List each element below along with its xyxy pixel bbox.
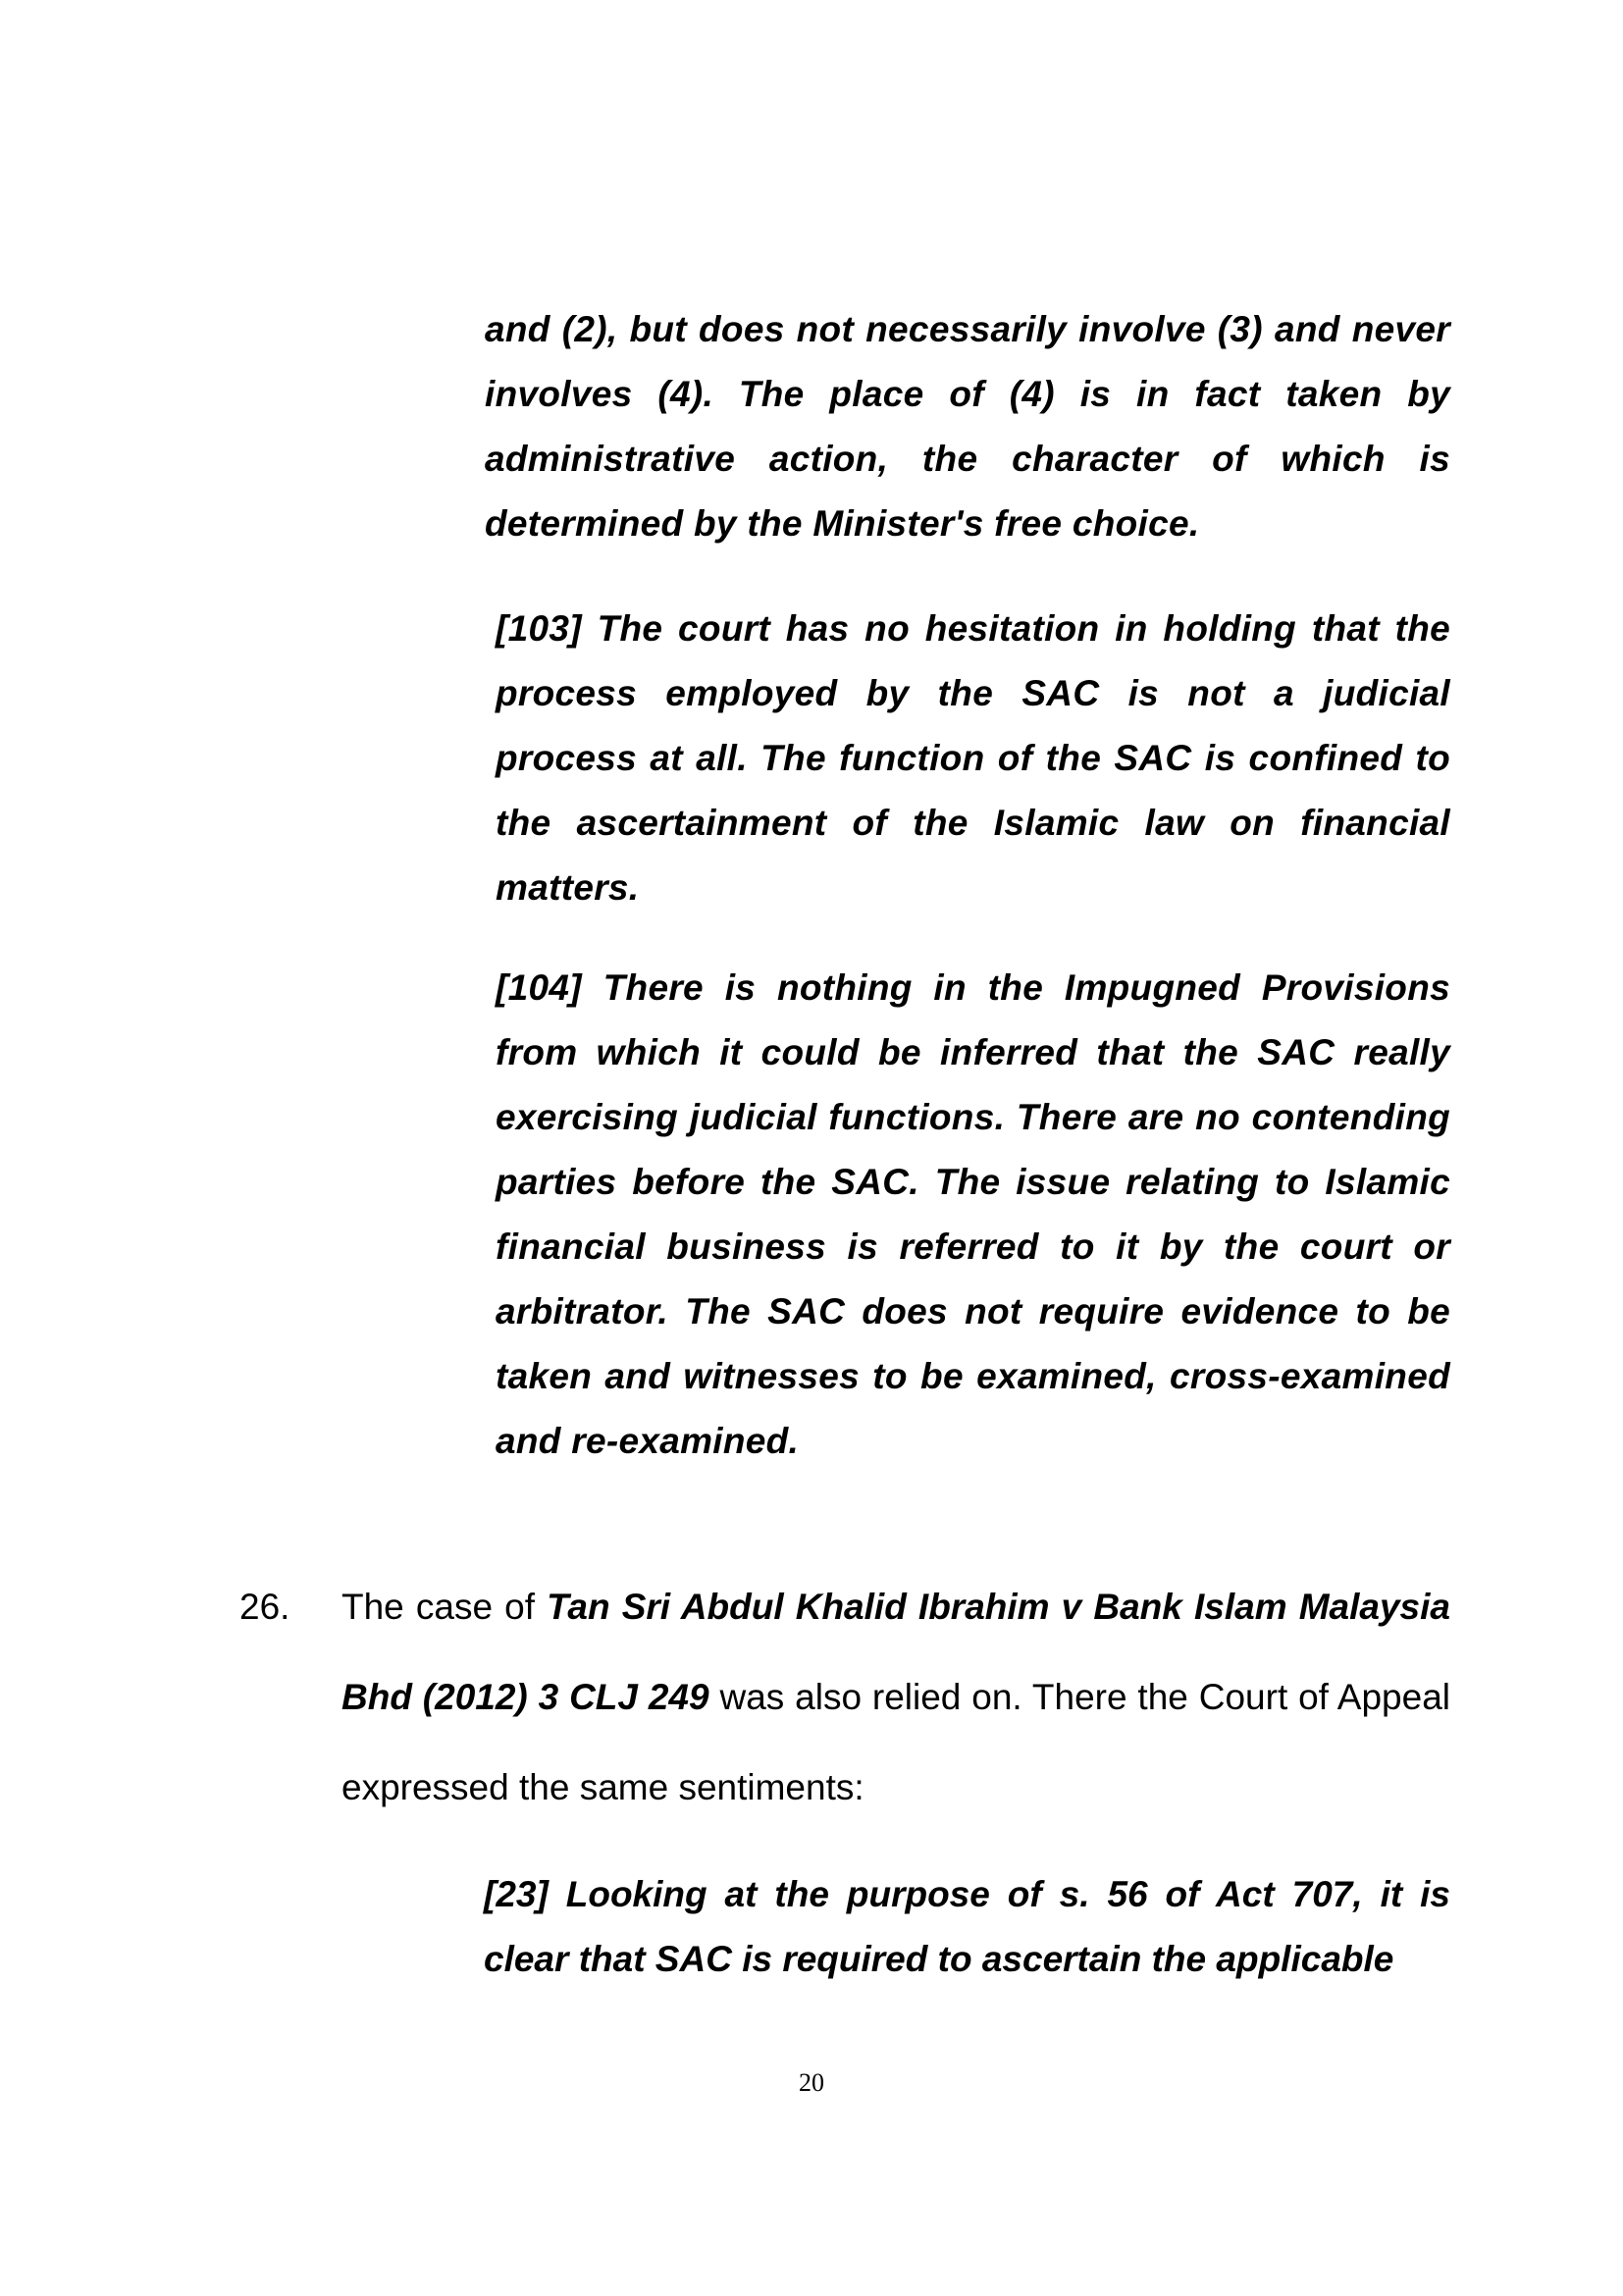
quote-104-text: [104] There is nothing in the Impugned Provisions from which it could be inferred that the SAC really exercising judicial functions. There are no contending parties before the SAC. The issue relating to Islamic financial business is referred to it by the court or arbitrator. The SAC does not require evidence to be taken and witnesses to be examined, cross-examined and re-examined. bbox=[496, 967, 1450, 1461]
quote-paragraph-23 bbox=[484, 1862, 1450, 1992]
paragraph-26-text-before: The case of bbox=[341, 1587, 548, 1627]
paragraph-26-text-after: was also relied on. There the Court of Appeal expressed the same sentiments: bbox=[341, 1677, 1450, 1807]
paragraph-number: 26. bbox=[239, 1587, 290, 1627]
quote-continuation-text: and (2), but does not necessarily involve (3) and never involves (4). The place of (4) is in fact taken by administrative action, the character of which is determined by the Minister's free choice. bbox=[485, 309, 1450, 544]
quote-paragraph-103 bbox=[496, 597, 1450, 920]
quote-paragraph-104 bbox=[496, 956, 1450, 1474]
paragraph-26-body bbox=[341, 1562, 1450, 1833]
quote-103-text: [103] The court has no hesitation in holding that the process employed by the SAC is not a judicial process at all. The function of the SAC is confined to the ascertainment of the Islamic law on financial matters. bbox=[496, 608, 1450, 908]
case-citation: Tan Sri Abdul Khalid Ibrahim v Bank Islam Malaysia Bhd (2012) 3 CLJ 249 bbox=[341, 1587, 1450, 1717]
page-number: 20 bbox=[799, 2068, 824, 2097]
quote-23-text: [23] Looking at the purpose of s. 56 of Act 707, it is clear that SAC is required to ascertain the applicable bbox=[484, 1874, 1450, 1979]
quote-continuation bbox=[485, 297, 1450, 556]
